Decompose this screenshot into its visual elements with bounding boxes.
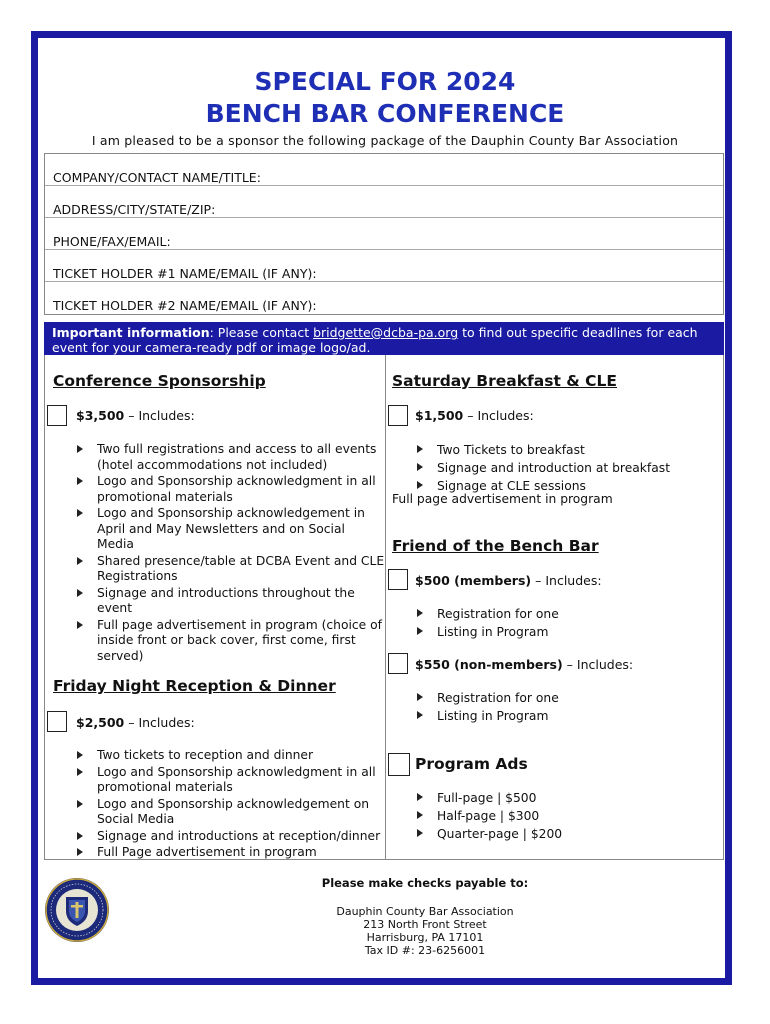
payment-line1: Dauphin County Bar Association — [336, 905, 514, 918]
bullet-arrow-icon — [77, 509, 83, 517]
contact-form — [44, 153, 724, 315]
saturday-price: $1,500 — [415, 408, 464, 423]
friend-members-checkbox[interactable] — [388, 569, 408, 590]
contact-email-link[interactable]: bridgette@dcba-pa.org — [313, 325, 459, 340]
seal-caption — [48, 942, 106, 949]
friday-heading: Friday Night Reception & Dinner — [53, 677, 336, 695]
saturday-benefits — [415, 442, 720, 496]
conference-checkbox[interactable] — [47, 405, 67, 426]
bullet-arrow-icon — [77, 477, 83, 485]
bullet-arrow-icon — [77, 768, 83, 776]
important-text-before: : Please contact — [209, 325, 314, 340]
list-item: Shared presence/table at DCBA Event and CLE Registrations — [75, 554, 385, 585]
bullet-arrow-icon — [417, 811, 423, 819]
conference-heading: Conference Sponsorship — [53, 372, 266, 390]
friend-nonmembers-option — [415, 657, 633, 672]
friday-benefits — [75, 748, 385, 862]
list-item: Logo and Sponsorship acknowledgment in all promotional materials — [75, 474, 385, 505]
bullet-arrow-icon — [417, 693, 423, 701]
friday-option — [76, 715, 195, 730]
bullet-arrow-icon — [417, 711, 423, 719]
bullet-arrow-icon — [417, 793, 423, 801]
bullet-arrow-icon — [417, 609, 423, 617]
saturday-extra: Full page advertisement in program — [392, 492, 613, 506]
friend-heading: Friend of the Bench Bar — [392, 537, 599, 555]
list-item: Signage at CLE sessions — [415, 478, 720, 495]
payment-line2: 213 North Front Street — [363, 918, 487, 931]
address-field[interactable]: ADDRESS/CITY/STATE/ZIP: — [45, 186, 723, 218]
program-ads-list — [415, 790, 720, 844]
friend-members-benefits — [415, 606, 720, 642]
friend-nonmembers-includes: – Includes: — [562, 657, 634, 672]
saturday-includes: – Includes: — [463, 408, 534, 423]
list-item: Half-page | $300 — [415, 808, 720, 825]
list-item: Registration for one — [415, 606, 720, 623]
list-item: Logo and Sponsorship acknowledgement on Social Media — [75, 797, 385, 828]
ticket-holder-2-field[interactable]: TICKET HOLDER #2 NAME/EMAIL (IF ANY): — [53, 298, 317, 313]
friend-nonmembers-benefits — [415, 690, 720, 726]
list-item: Listing in Program — [415, 708, 720, 725]
bullet-arrow-icon — [77, 557, 83, 565]
bullet-arrow-icon — [77, 800, 83, 808]
list-item: Two tickets to reception and dinner — [75, 748, 385, 764]
column-divider — [385, 355, 386, 860]
bullet-arrow-icon — [77, 589, 83, 597]
ticket-holder-1-field[interactable]: TICKET HOLDER #1 NAME/EMAIL (IF ANY): — [45, 250, 723, 282]
bullet-arrow-icon — [77, 848, 83, 856]
payment-heading: Please make checks payable to: — [321, 876, 529, 890]
friend-nonmembers-price: $550 (non-members) — [415, 657, 563, 672]
saturday-option — [415, 408, 534, 423]
list-item: Two Tickets to breakfast — [415, 442, 720, 459]
list-item: Full page advertisement in program (choice of inside front or back cover, first come, first served) — [75, 618, 385, 665]
friend-members-option — [415, 573, 602, 588]
bullet-arrow-icon — [417, 829, 423, 837]
saturday-heading: Saturday Breakfast & CLE — [392, 372, 618, 390]
list-item: Quarter-page | $200 — [415, 826, 720, 843]
list-item: Two full registrations and access to all events (hotel accommodations not included) — [75, 442, 385, 473]
friday-price: $2,500 — [76, 715, 125, 730]
page-title-line1: SPECIAL FOR 2024 — [254, 67, 516, 96]
bullet-arrow-icon — [417, 463, 423, 471]
list-item: Signage and introductions at reception/dinner — [75, 829, 385, 845]
bar-association-seal-icon — [44, 877, 110, 943]
friday-checkbox[interactable] — [47, 711, 67, 732]
list-item: Registration for one — [415, 690, 720, 707]
phone-fax-email-field[interactable]: PHONE/FAX/EMAIL: — [45, 218, 723, 250]
bullet-arrow-icon — [417, 627, 423, 635]
page-subtitle: I am pleased to be a sponsor the following package of the Dauphin County Bar Association — [91, 133, 679, 148]
friend-members-includes: – Includes: — [531, 573, 602, 588]
saturday-checkbox[interactable] — [388, 405, 408, 426]
conference-price: $3,500 — [76, 408, 125, 423]
friend-members-price: $500 (members) — [415, 573, 532, 588]
friday-includes: – Includes: — [124, 715, 195, 730]
important-text-after: to find out specific deadlines for each event for your camera-ready pdf or image logo/ad. — [52, 325, 698, 355]
bullet-arrow-icon — [417, 445, 423, 453]
list-item: Signage and introduction at breakfast — [415, 460, 720, 477]
bullet-arrow-icon — [417, 481, 423, 489]
program-ads-checkbox[interactable] — [388, 753, 410, 776]
friend-nonmembers-checkbox[interactable] — [388, 653, 408, 674]
important-label: Important information — [52, 325, 210, 340]
bullet-arrow-icon — [77, 621, 83, 629]
conference-option — [76, 408, 195, 423]
program-ads-heading: Program Ads — [415, 755, 528, 773]
page-title-line2: BENCH BAR CONFERENCE — [205, 99, 565, 128]
payment-line3: Harrisburg, PA 17101 — [366, 931, 484, 944]
bullet-arrow-icon — [77, 832, 83, 840]
sponsorship-packages — [44, 355, 724, 860]
list-item: Signage and introductions throughout the event — [75, 586, 385, 617]
important-info-banner — [44, 322, 724, 355]
conference-includes: – Includes: — [124, 408, 195, 423]
payment-line4: Tax ID #: 23-6256001 — [364, 944, 486, 957]
list-item: Full Page advertisement in program — [75, 845, 385, 861]
company-contact-field[interactable]: COMPANY/CONTACT NAME/TITLE: — [45, 154, 723, 186]
bullet-arrow-icon — [77, 751, 83, 759]
list-item: Full-page | $500 — [415, 790, 720, 807]
bullet-arrow-icon — [77, 445, 83, 453]
list-item: Logo and Sponsorship acknowledgment in all promotional materials — [75, 765, 385, 796]
list-item: Logo and Sponsorship acknowledgement in April and May Newsletters and on Social Media — [75, 506, 385, 553]
list-item: Listing in Program — [415, 624, 720, 641]
conference-benefits — [75, 442, 385, 665]
